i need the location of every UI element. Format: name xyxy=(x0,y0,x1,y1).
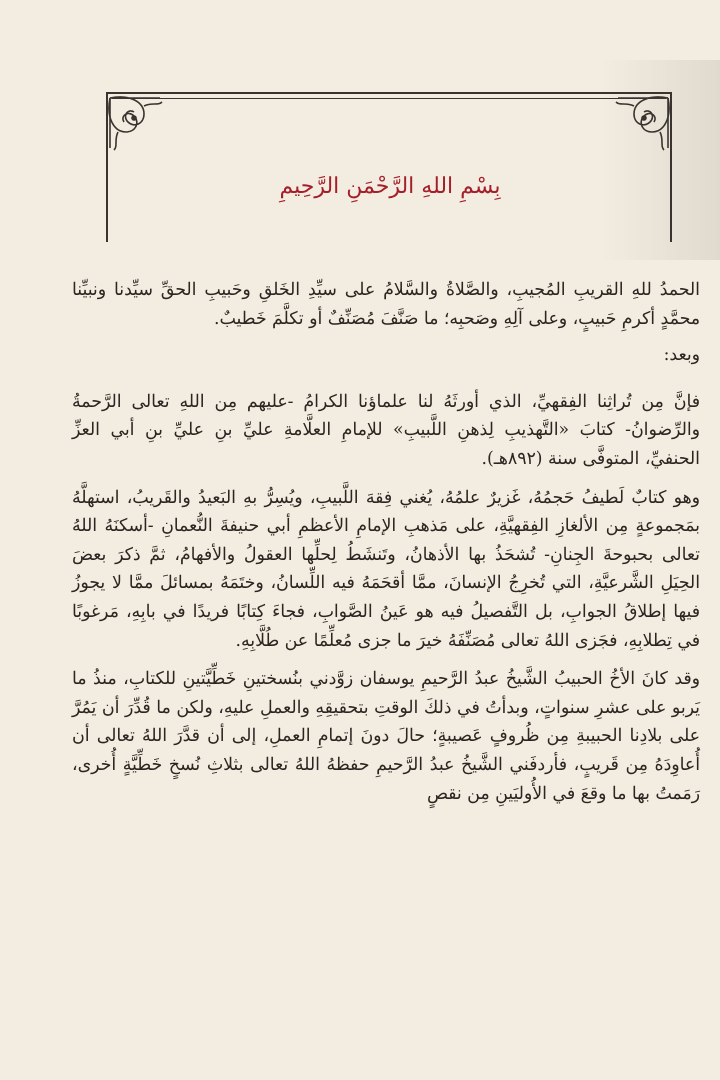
paragraph-book-intro: فإنَّ مِن تُراثِنا الفِقهيِّ، الذي أورثَهُ لنا علماؤنا الكرامُ -عليهم مِن اللهِ تعالى الرَّحمةُ والرِّضوانُ- كتابَ «التَّهذيبِ لِذهنِ اللَّبيبِ» للإمامِ العلَّامةِ عليِّ بنِ عليِّ بنِ أبي العزِّ الحنفيِّ، المتوفَّى سنة (٨٩٢هـ). xyxy=(72,391,700,469)
ornamental-header-frame xyxy=(106,92,672,242)
paragraph-manuscripts: وقد كانَ الأخُ الحبيبُ الشَّيخُ عبدُ الرَّحيمِ يوسفان زوَّدني بنُسختينِ خَطِّيَّتينِ للكتابِ، منذُ ما يَربو على عشرِ سنواتٍ، وبدأتُ في ذلكَ الوقتِ بتحقيقِهِ والعملِ عليهِ، ولكن ما قُدِّرَ أن يَمُرَّ على بلادِنا الحبيبةِ مِن ظُروفٍ عَصيبةٍ؛ حالَ دونَ إتمامِ العملِ، إلى أن قدَّرَ اللهُ تعالى أن أُعاوِدَهُ مِن قَريبٍ، فأردفَني الشَّيخُ عبدُ الرَّحيمِ حفظهُ اللهُ تعالى بثلاثِ نُسخٍ خَطِّيَّةٍ أُخرى، رَمَمتُ بها ما وقعَ في الأُوليَينِ مِن نقصٍ xyxy=(72,669,700,804)
corner-ornament-icon xyxy=(608,88,678,158)
corner-ornament-icon xyxy=(100,88,170,158)
document-body xyxy=(72,276,700,818)
paragraph-praise: الحمدُ للهِ القريبِ المُجيبِ، والصَّلاةُ والسَّلامُ على سيِّدِ الخَلقِ وحَبيبِ الحقِّ سيِّدنا ونبيِّنا محمَّدٍ أكرمِ حَبيبٍ، وعلى آلِهِ وصَحبِه؛ ما صَنَّفَ مُصَنِّفٌ أو تكلَّمَ خَطيبٌ. xyxy=(72,280,700,329)
paragraph-book-description: وهو كتابٌ لَطيفُ حَجمُهُ، غَزيرٌ علمُهُ، يُغني فِقهَ اللَّبيبِ، ويُسِرُّ بهِ البَعيدُ والقَريبُ، استهلَّهُ بمَجموعةٍ مِن الألغازِ الفِقهيَّةِ، على مَذهبِ الإمامِ الأعظمِ أبي حنيفةَ النُّعمانِ -أسكنَهُ اللهُ تعالى بحبوحةَ الجِنانِ- تُشحَذُ بها الأذهانُ، وتَنشَطُ لِحلِّها العقولُ والأفهامُ، ثمَّ ذكرَ بعضَ الحِيَلِ الشَّرعيَّةِ، التي تُخرِجُ الإنسانَ، ممَّا أقحَمَهُ فيه اللِّسانُ، وختَمَهُ بمسائلَ ممَّا لا يجوزُ فيها إطلاقُ الجوابِ، بل التَّفصيلُ فيه هو عَينُ الصَّوابِ، فجاءَ كِتابًا فريدًا في بابِهِ، مَرغوبًا في تِطلابِهِ، فجَزى اللهُ تعالى مُصَنِّفَهُ خيرَ ما جزى مُعلِّمًا عن طُلَّابِهِ. xyxy=(72,487,700,651)
basmala-heading: بِسْمِ اللهِ الرَّحْمَنِ الرَّحِيمِ xyxy=(279,173,501,199)
paragraph-wa-baad: وبعد: xyxy=(663,345,700,366)
